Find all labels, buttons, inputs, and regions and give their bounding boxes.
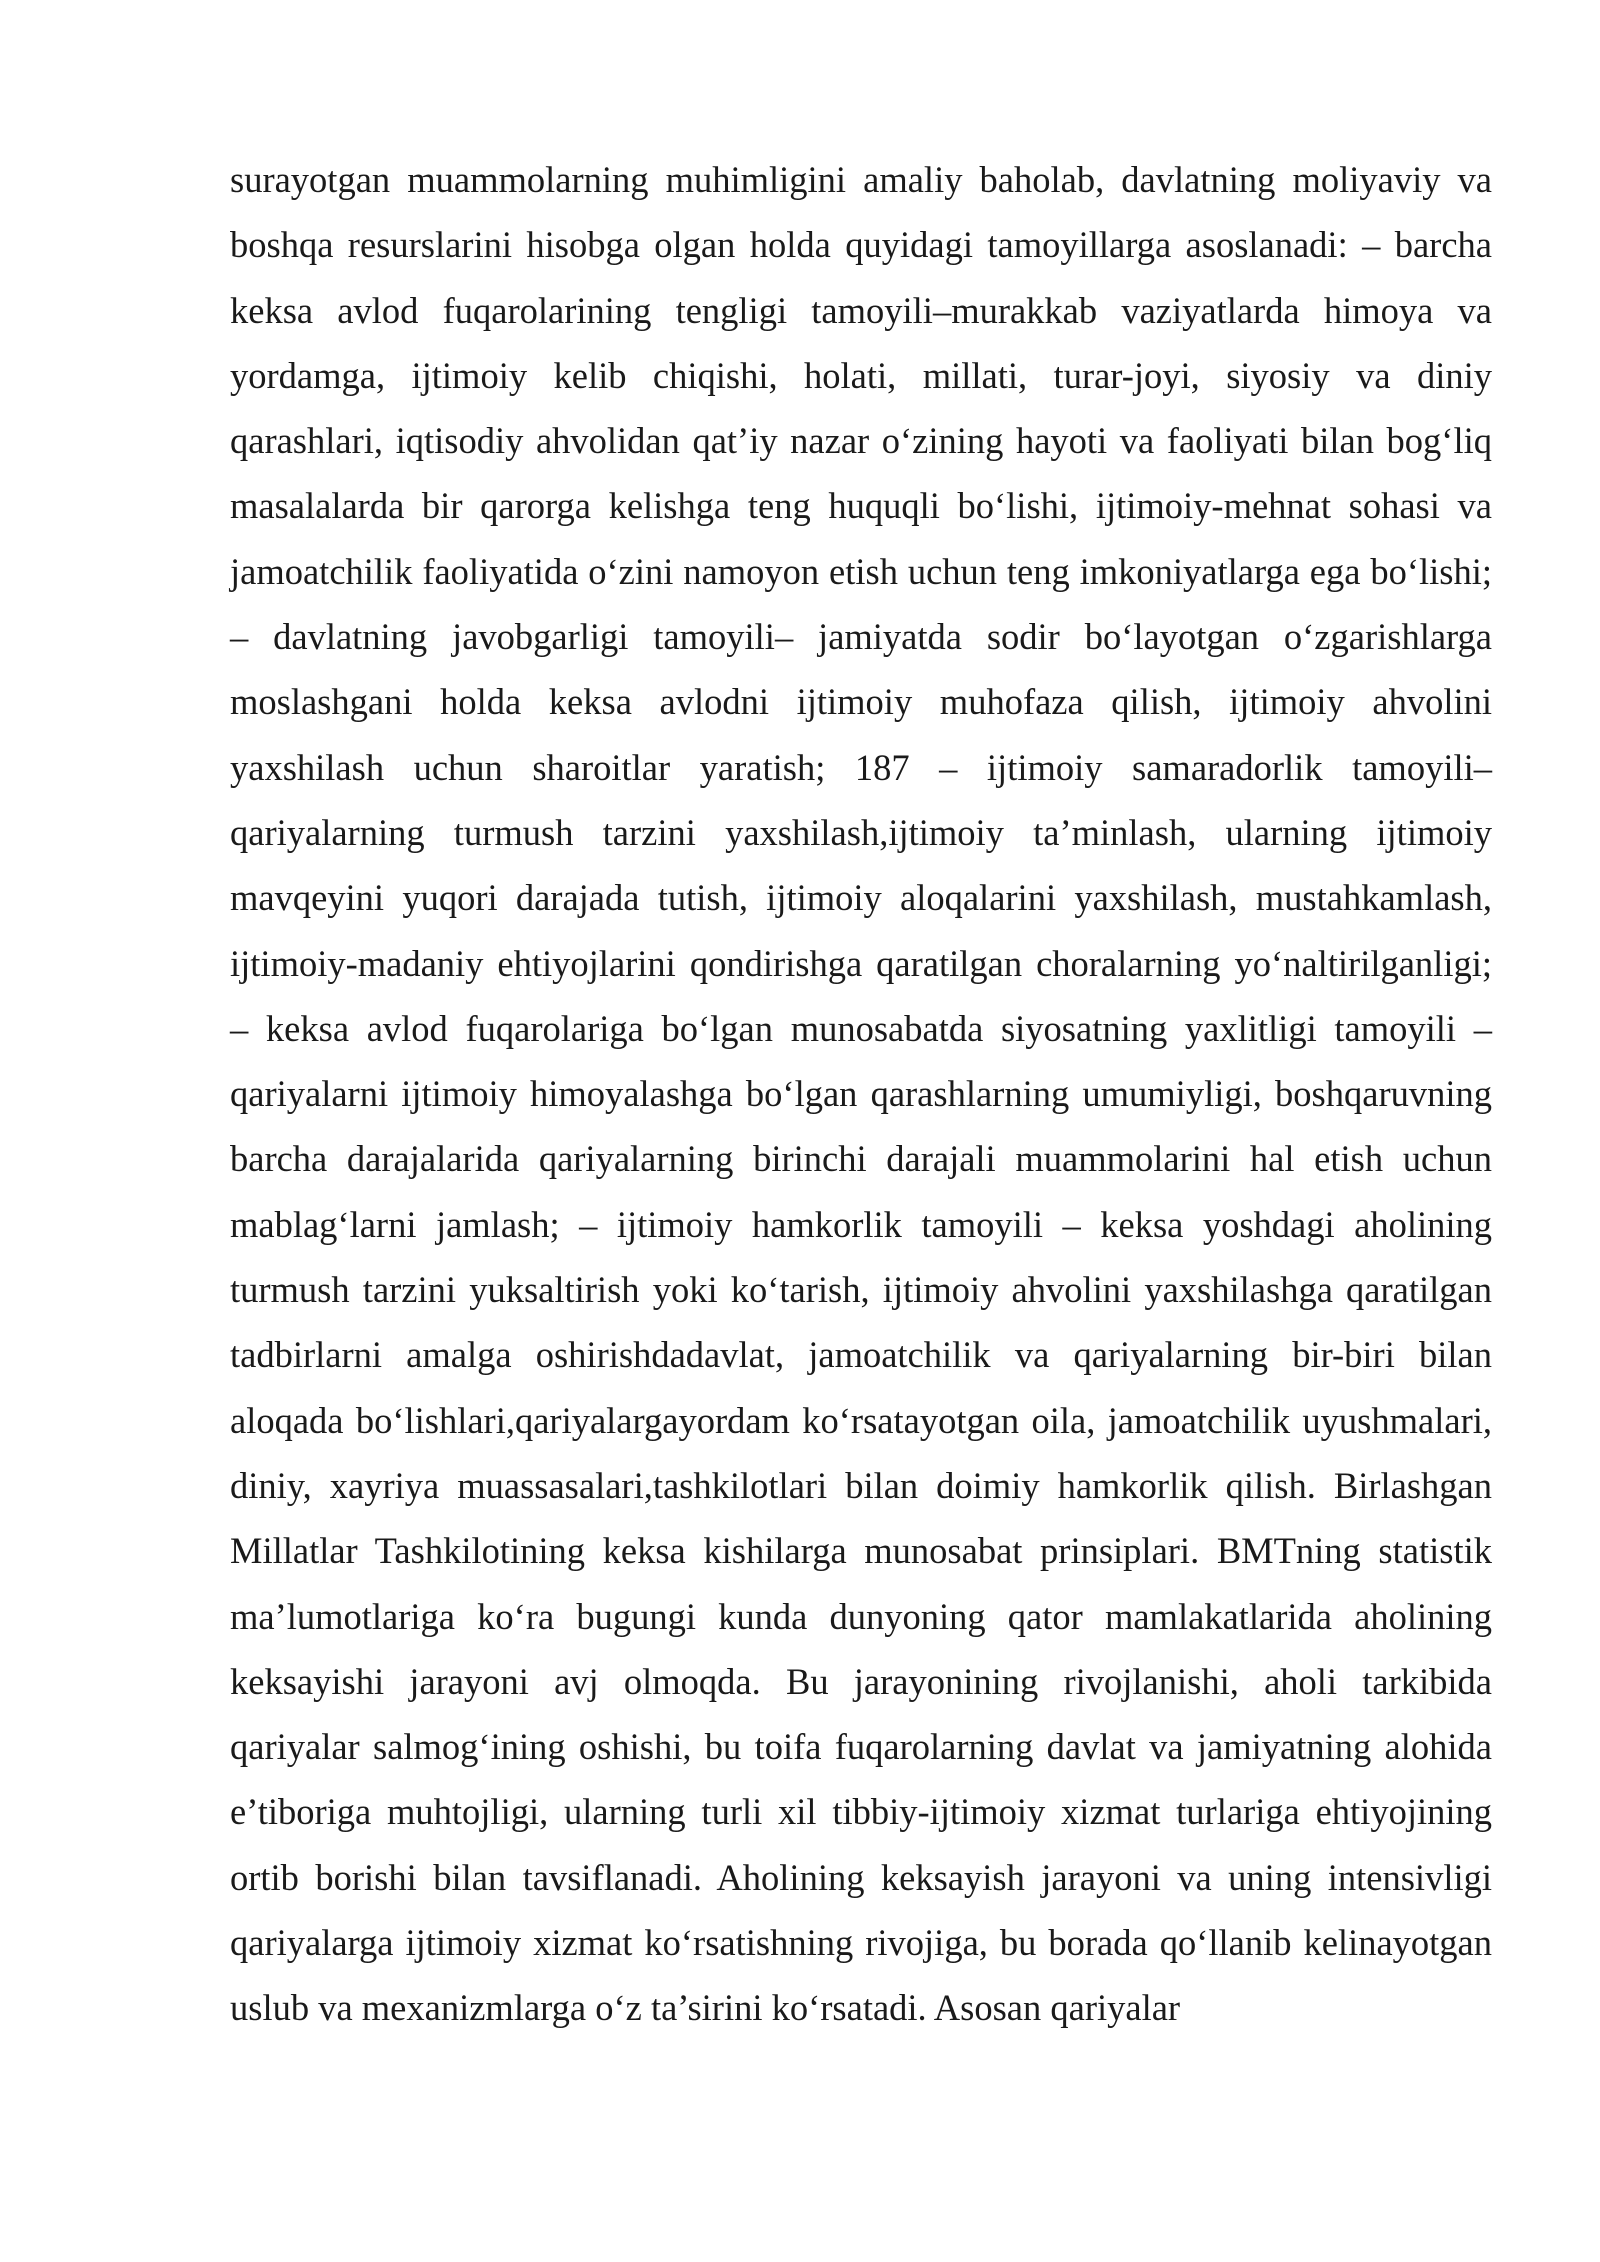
body-paragraph: surayotgan muammolarning muhimligini amaliy baholab, davlatning moliyaviy va boshqa resurslarini hisobga olgan holda quyidagi tamoyillarga asoslanadi: – barcha keksa avlod fuqarolarining tengligi tamoyili–murakkab vaziyatlarda himoya va yordamga, ijtimoiy kelib chiqishi, holati, millati, turar-joyi, siyosiy va diniy qarashlari, iqtisodiy ahvolidan qat’iy nazar o‘zining hayoti va faoliyati bilan bog‘liq masalalarda bir qarorga kelishga teng huquqli bo‘lishi, ijtimoiy-mehnat sohasi va jamoatchilik faoliyatida o‘zini namoyon etish uchun teng imkoniyatlarga ega bo‘lishi; – davlatning javobgarligi tamoyili– jamiyatda sodir bo‘layotgan o‘zgarishlarga moslashgani holda keksa avlodni ijtimoiy muhofaza qilish, ijtimoiy ahvolini yaxshilash uchun sharoitlar yaratish; 187 – ijtimoiy samaradorlik tamoyili–qariyalarning turmush tarzini yaxshilash,ijtimoiy ta’minlash, ularning ijtimoiy mavqeyini yuqori darajada tutish, ijtimoiy aloqalarini yaxshilash, mustahkamlash, ijtimoiy-madaniy ehtiyojlarini qondirishga qaratilgan choralarning yo‘naltirilganligi; – keksa avlod fuqarolariga bo‘lgan munosabatda siyosatning yaxlitligi tamoyili – qariyalarni ijtimoiy himoyalashga bo‘lgan qarashlarning umumiyligi, boshqaruvning barcha darajalarida qariyalarning birinchi darajali muammolarini hal etish uchun mablag‘larni jamlash; – ijtimoiy hamkorlik tamoyili – keksa yoshdagi aholining turmush tarzini yuksaltirish yoki ko‘tarish, ijtimoiy ahvolini yaxshilashga qaratilgan tadbirlarni amalga oshirishdadavlat, jamoatchilik va qariyalarning bir-biri bilan aloqada bo‘lishlari,qariyalargayordam ko‘rsatayotgan oila, jamoatchilik uyushmalari, diniy, xayriya muassasalari,tashkilotlari bilan doimiy hamkorlik qilish. Birlashgan Millatlar Tashkilotining keksa kishilarga munosabat prinsiplari. BMTning statistik ma’lumotlariga ko‘ra bugungi kunda dunyoning qator mamlakatlarida aholining keksayishi jarayoni avj olmoqda. Bu jarayonining rivojlanishi, aholi tarkibida qariyalar salmog‘ining oshishi, bu toifa fuqarolarning davlat va jamiyatning alohida e’tiboriga muhtojligi, ularning turli xil tibbiy-ijtimoiy xizmat turlariga ehtiyojining ortib borishi bilan tavsiflanadi. Aholining keksayish jarayoni va uning intensivligi qariyalarga ijtimoiy xizmat ko‘rsatishning rivojiga, bu borada qo‘llanib kelinayotgan uslub va mexanizmlarga o‘z ta’sirini ko‘rsatadi. Asosan qariyalar (230, 159, 1492, 2029)
